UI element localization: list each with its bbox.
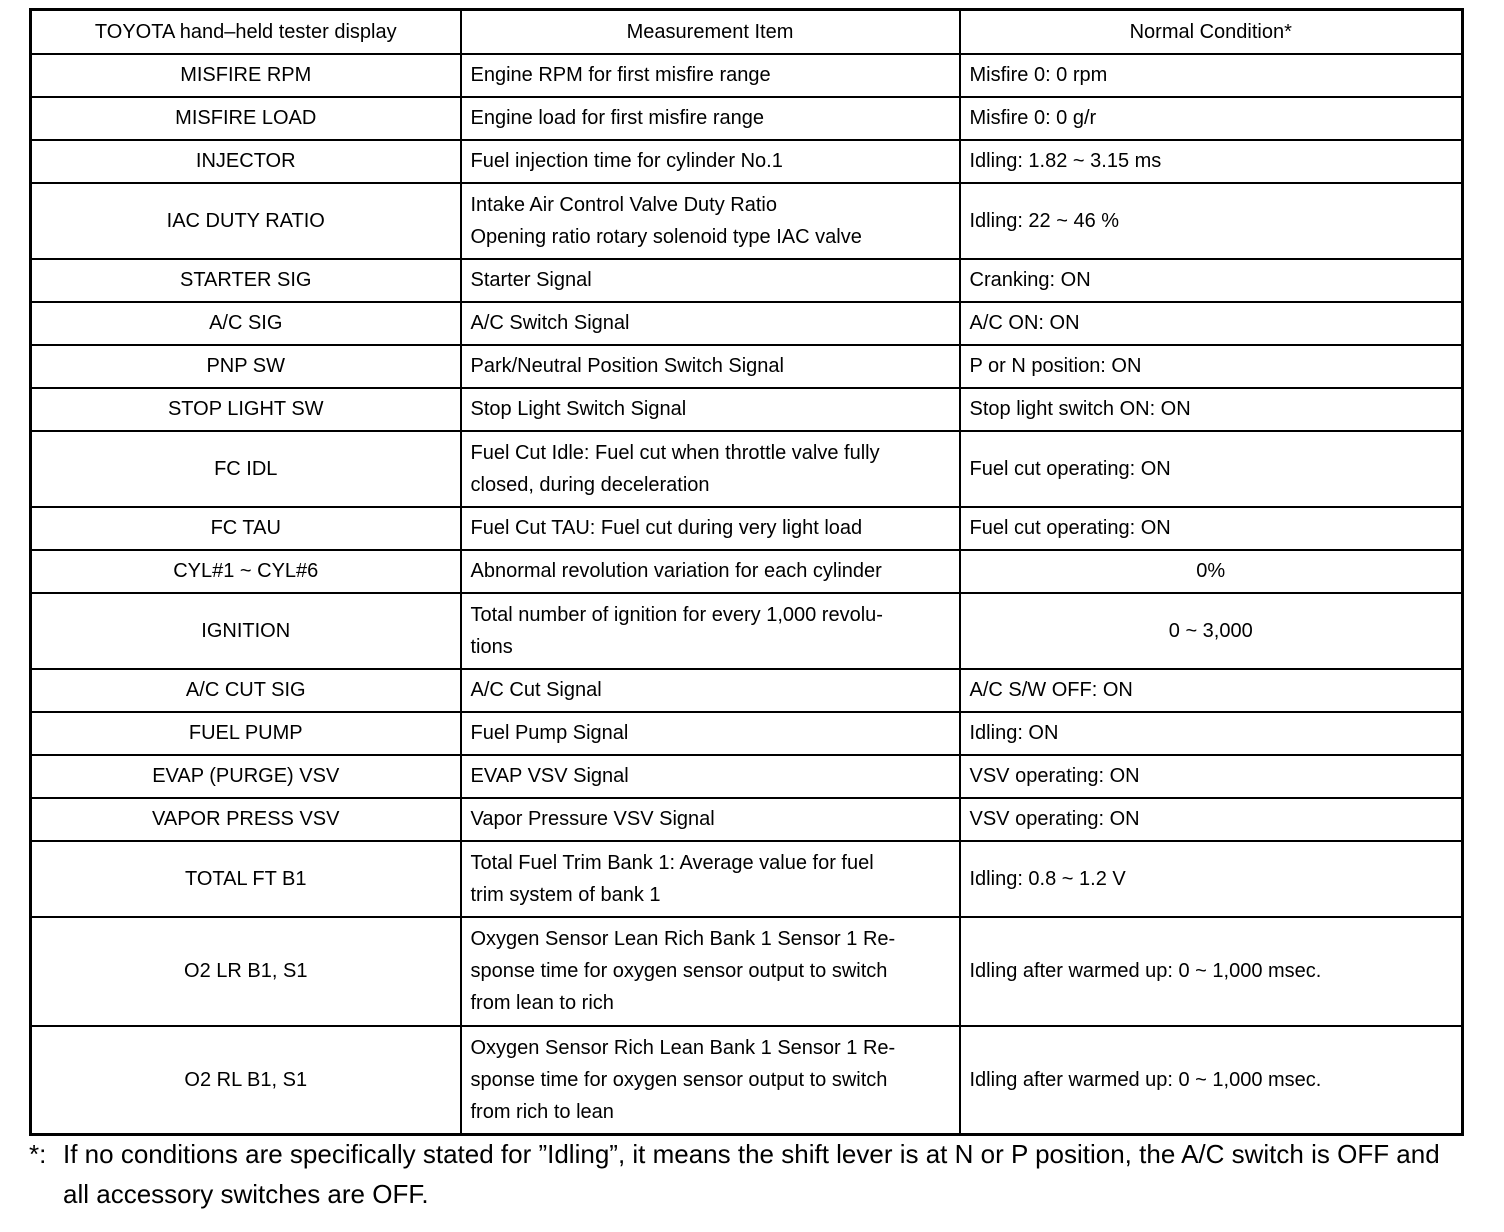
table-row: [31, 259, 1463, 302]
measurement-item-line: A/C Cut Signal: [470, 679, 602, 701]
normal-condition-cell: Fuel cut operating: ON: [960, 507, 1463, 550]
measurement-item-cell: [461, 140, 960, 183]
measurement-item-line: EVAP VSV Signal: [470, 765, 629, 787]
tester-display-cell: FUEL PUMP: [31, 712, 461, 755]
table-row: [31, 302, 1463, 345]
measurement-item-cell: [461, 183, 960, 259]
tester-display-cell: IAC DUTY RATIO: [31, 183, 461, 259]
measurement-item-cell: [461, 507, 960, 550]
footnote-text: If no conditions are specifically stated for ”Idling”, it means the shift lever is at N or P position, the A/C switch is OFF and all accessory switches are OFF.: [63, 1139, 1440, 1209]
measurement-item-line: Total Fuel Trim Bank 1: Average value for fuel: [470, 851, 874, 874]
table-row: [31, 755, 1463, 798]
table-row: [31, 669, 1463, 712]
tester-display-cell: O2 LR B1, S1: [31, 917, 461, 1026]
table-row: [31, 917, 1463, 1026]
measurement-item-cell: [461, 54, 960, 97]
tester-display-cell: FC IDL: [31, 431, 461, 507]
measurement-item-line: Abnormal revolution variation for each cylinder: [470, 560, 882, 582]
table-header-row: [31, 10, 1463, 54]
measurement-item-line: Starter Signal: [470, 269, 592, 291]
normal-condition-cell: VSV operating: ON: [960, 755, 1463, 798]
normal-condition-cell: Idling after warmed up: 0 ~ 1,000 msec.: [960, 917, 1463, 1026]
table-row: [31, 712, 1463, 755]
table-row: [31, 183, 1463, 259]
table-row: [31, 593, 1463, 669]
measurement-item-line: sponse time for oxygen sensor output to switch: [470, 1068, 888, 1091]
normal-condition-cell: Idling: 1.82 ~ 3.15 ms: [960, 140, 1463, 183]
table-row: [31, 54, 1463, 97]
measurement-item-cell: [461, 431, 960, 507]
measurement-item-cell: [461, 669, 960, 712]
measurement-item-line: Park/Neutral Position Switch Signal: [470, 355, 784, 377]
tester-display-cell: A/C CUT SIG: [31, 669, 461, 712]
measurement-item-line: sponse time for oxygen sensor output to switch: [470, 960, 888, 982]
footnote: [29, 1134, 1469, 1214]
normal-condition-cell: Stop light switch ON: ON: [960, 388, 1463, 431]
tester-display-cell: MISFIRE RPM: [31, 54, 461, 97]
tester-display-cell: FC TAU: [31, 507, 461, 550]
tester-display-cell: A/C SIG: [31, 302, 461, 345]
table-row: [31, 388, 1463, 431]
tester-display-cell: TOTAL FT B1: [31, 841, 461, 917]
measurement-item-line: Fuel Pump Signal: [470, 722, 629, 744]
measurement-item-line: Oxygen Sensor Rich Lean Bank 1 Sensor 1 Re-: [470, 1036, 896, 1059]
measurement-item-line: Fuel Cut Idle: Fuel cut when throttle valve fully: [470, 441, 880, 464]
measurement-item-cell: [461, 1026, 960, 1135]
normal-condition-cell: Cranking: ON: [960, 259, 1463, 302]
normal-condition-cell: A/C S/W OFF: ON: [960, 669, 1463, 712]
measurement-item-line: Opening ratio rotary solenoid type IAC valve: [470, 225, 862, 248]
normal-condition-cell: 0%: [960, 550, 1463, 593]
measurement-item-line: Engine load for first misfire range: [470, 107, 764, 129]
table-row: [31, 798, 1463, 841]
measurement-item-line: Fuel Cut TAU: Fuel cut during very light load: [470, 517, 863, 539]
measurement-item-line: Fuel injection time for cylinder No.1: [470, 150, 783, 172]
tester-display-cell: O2 RL B1, S1: [31, 1026, 461, 1135]
tester-display-cell: INJECTOR: [31, 140, 461, 183]
measurement-item-cell: [461, 798, 960, 841]
measurement-item-line: trim system of bank 1: [470, 883, 661, 906]
table-row: [31, 507, 1463, 550]
measurement-item-cell: [461, 755, 960, 798]
normal-condition-cell: A/C ON: ON: [960, 302, 1463, 345]
tester-display-cell: IGNITION: [31, 593, 461, 669]
measurement-item-line: Stop Light Switch Signal: [470, 398, 687, 420]
measurement-item-cell: [461, 593, 960, 669]
table-row: [31, 550, 1463, 593]
measurement-item-cell: [461, 712, 960, 755]
footnote-mark: *:: [29, 1139, 47, 1169]
measurement-item-cell: [461, 259, 960, 302]
measurement-item-line: closed, during deceleration: [470, 473, 710, 496]
table-row: [31, 140, 1463, 183]
normal-condition-cell: 0 ~ 3,000: [960, 593, 1463, 669]
tester-display-cell: CYL#1 ~ CYL#6: [31, 550, 461, 593]
normal-condition-cell: Idling: ON: [960, 712, 1463, 755]
normal-condition-cell: Misfire 0: 0 g/r: [960, 97, 1463, 140]
measurement-item-line: from rich to lean: [470, 1100, 614, 1123]
tester-display-cell: EVAP (PURGE) VSV: [31, 755, 461, 798]
normal-condition-cell: P or N position: ON: [960, 345, 1463, 388]
tester-display-cell: STOP LIGHT SW: [31, 388, 461, 431]
measurement-item-line: from lean to rich: [470, 992, 614, 1014]
tester-display-cell: MISFIRE LOAD: [31, 97, 461, 140]
measurement-item-line: Intake Air Control Valve Duty Ratio: [470, 193, 777, 216]
header-measurement-item: Measurement Item: [461, 10, 960, 54]
measurement-item-line: Engine RPM for first misfire range: [470, 64, 771, 86]
normal-condition-cell: Idling: 0.8 ~ 1.2 V: [960, 841, 1463, 917]
measurement-item-cell: [461, 388, 960, 431]
measurement-item-line: Oxygen Sensor Lean Rich Bank 1 Sensor 1 Re-: [470, 928, 896, 950]
measurement-item-cell: [461, 345, 960, 388]
measurement-item-line: A/C Switch Signal: [470, 312, 630, 334]
measurement-item-cell: [461, 917, 960, 1026]
table-row: [31, 1026, 1463, 1135]
measurement-item-line: tions: [470, 635, 513, 658]
normal-condition-cell: Misfire 0: 0 rpm: [960, 54, 1463, 97]
normal-condition-cell: Idling: 22 ~ 46 %: [960, 183, 1463, 259]
measurement-item-cell: [461, 550, 960, 593]
normal-condition-cell: Fuel cut operating: ON: [960, 431, 1463, 507]
measurement-item-cell: [461, 97, 960, 140]
table-row: [31, 841, 1463, 917]
measurement-item-cell: [461, 302, 960, 345]
measurement-item-cell: [461, 841, 960, 917]
normal-condition-cell: Idling after warmed up: 0 ~ 1,000 msec.: [960, 1026, 1463, 1135]
tester-data-table: [29, 8, 1464, 1136]
normal-condition-cell: VSV operating: ON: [960, 798, 1463, 841]
table-row: [31, 97, 1463, 140]
measurement-item-line: Total number of ignition for every 1,000 revolu-: [470, 603, 883, 626]
header-normal-condition: Normal Condition*: [960, 10, 1463, 54]
tester-display-cell: VAPOR PRESS VSV: [31, 798, 461, 841]
table-row: [31, 345, 1463, 388]
measurement-item-line: Vapor Pressure VSV Signal: [470, 808, 715, 830]
tester-display-cell: STARTER SIG: [31, 259, 461, 302]
table-row: [31, 431, 1463, 507]
header-tester-display: TOYOTA hand–held tester display: [31, 10, 461, 54]
tester-display-cell: PNP SW: [31, 345, 461, 388]
